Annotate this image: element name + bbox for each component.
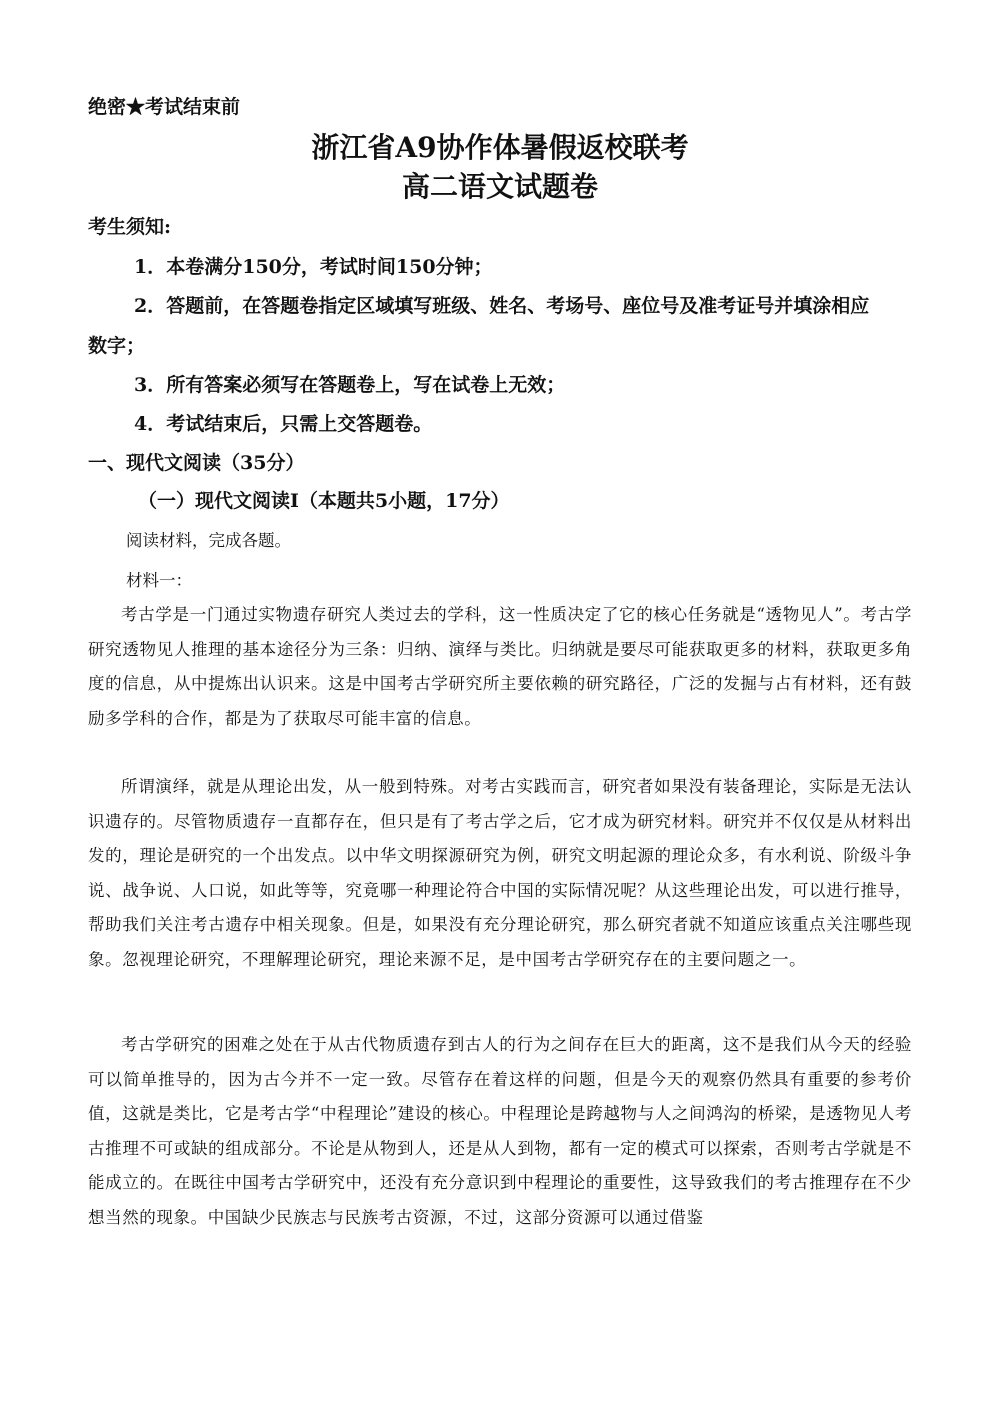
notice-item-2: 2．答题前，在答题卷指定区域填写班级、姓名、考场号、座位号及准考证号并填涂相应 xyxy=(134,295,870,317)
paragraph-1: 考古学是一门通过实物遗存研究人类过去的学科，这一性质决定了它的核心任务就是“透物见人”。考古学研究透物见人推理的基本途径分为三条：归纳、演绎与类比。归纳就是要尽可能获取更多的材料，获取更多角度的信息，从中提炼出认识来。这是中国考古学研究所主要依赖的研究路径，广泛的发掘与占有材料，还有鼓励多学科的合作，都是为了获取尽可能丰富的信息。 xyxy=(88,605,912,728)
notice-heading: 考生须知: xyxy=(88,216,172,238)
exam-subtitle: 高二语文试题卷 xyxy=(401,170,598,203)
paragraph-2: 所谓演绎，就是从理论出发，从一般到特殊。对考古实践而言，研究者如果没有装备理论，实际是无法认识遗存的。尽管物质遗存一直都存在，但只是有了考古学之后，它才成为研究材料。研究并不仅仅是从材料出发的，理论是研究的一个出发点。以中华文明探源研究为例，研究文明起源的理论众多，有水利说、阶级斗争说、战争说、人口说，如此等等，究竟哪一种理论符合中国的实际情况呢？从这些理论出发，可以进行推导，帮助我们关注考古遗存中相关现象。但是，如果没有充分理论研究，那么研究者就不知道应该重点关注哪些现象。忽视理论研究，不理解理论研究，理论来源不足，是中国考古学研究存在的主要问题之一。 xyxy=(88,777,912,969)
section-title: 一、现代文阅读（35分） xyxy=(88,452,305,474)
notice-item-4: 4．考试结束后，只需上交答题卷。 xyxy=(134,413,433,435)
material-label: 材料一： xyxy=(126,571,192,590)
notice-item-3: 3．所有答案必须写在答题卷上，写在试卷上无效； xyxy=(134,374,566,396)
subsection-title: （一）现代文阅读Ⅰ（本题共5小题，17分） xyxy=(138,490,510,512)
exam-title: 浙江省A9协作体暑假返校联考 xyxy=(311,131,689,164)
instruction-text: 阅读材料，完成各题。 xyxy=(126,531,291,550)
paragraph-3: 考古学研究的困难之处在于从古代物质遗存到古人的行为之间存在巨大的距离，这不是我们从今天的经验可以简单推导的，因为古今并不一定一致。尽管存在着这样的问题，但是今天的观察仍然具有重要的参考价值，这就是类比，它是考古学“中程理论”建设的核心。中程理论是跨越物与人之间鸿沟的桥梁，是透物见人考古推理不可或缺的组成部分。不论是从物到人，还是从人到物，都有一定的模式可以探索，否则考古学就是不能成立的。在既往中国考古学研究中，还没有充分意识到中程理论的重要性，这导致我们的考古推理存在不少想当然的现象。中国缺少民族志与民族考古资源，不过，这部分资源可以通过借鉴 xyxy=(88,1035,912,1227)
secret-mark: 绝密★考试结束前 xyxy=(88,96,241,118)
notice-item-2-continued: 数字； xyxy=(88,335,146,357)
notice-item-1: 1．本卷满分150分，考试时间150分钟； xyxy=(134,256,493,278)
